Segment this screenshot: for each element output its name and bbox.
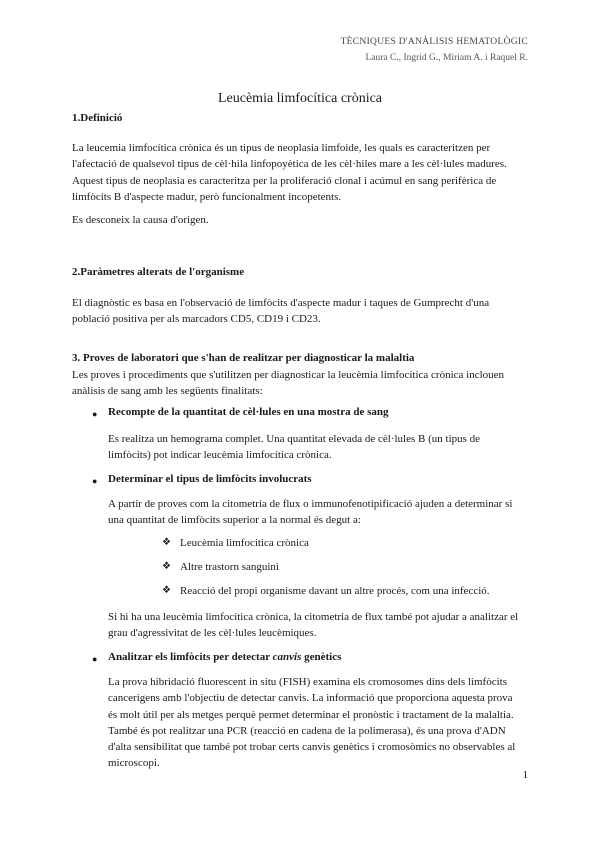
header-authors: Laura C., Ingrid G., Miriam A. i Raquel R.	[365, 53, 528, 63]
text-line: població positiva per als marcadors CD5, CD19 i CD23.	[72, 313, 321, 326]
bullet-2-title: Determinar el tipus de limfòcits involucrats	[108, 473, 312, 485]
section-1-paragraph	[72, 140, 532, 205]
sub-item: Leucèmia limfocítica crònica	[180, 537, 309, 549]
text-line: l'afectació de qualsevol tipus de cèl·hila linfopoyètica de les cèl·hiles mare a les cèl·lules madures.	[72, 158, 507, 171]
bullet-icon: ●	[92, 409, 98, 419]
section-3-intro	[72, 367, 532, 400]
bullet-2-text	[108, 496, 533, 529]
text-line: La prova hibridació fluorescent in situ (FISH) examina els cromosomes dins dels limfòcits	[108, 676, 507, 688]
text-line: limfòcits B d'aspecte madur, però funcionalment incopetents.	[72, 190, 342, 203]
page-number: 1	[522, 769, 528, 781]
text-line: Si hi ha una leucèmia limfocítica crònica, la citometria de flux també pot ajudar a analitzar el	[108, 611, 519, 623]
diamond-bullet-icon: ❖	[162, 537, 171, 548]
bullet-icon: ●	[92, 476, 98, 486]
header-course: TÈCNIQUES D'ANÀLISIS HEMATOLÒGIC	[340, 37, 528, 47]
bullet-1-title: Recompte de la quantitat de cèl·lules en una mostra de sang	[108, 406, 389, 418]
section-3-heading: 3. Proves de laboratori que s'han de realitzar per diagnosticar la malaltia	[72, 352, 415, 364]
text-line: A partir de proves com la citometria de flux o immunofenotipificació ajuden a determinar si	[108, 498, 513, 510]
bullet-3-text	[108, 674, 533, 772]
text-line: També és pot realitzar una PCR (reacció en cadena de la polimerasa), és una prova d'ADN	[108, 724, 506, 737]
bullet-3-title-suffix: genètics	[304, 651, 342, 663]
diamond-bullet-icon: ❖	[162, 585, 171, 596]
text-line: d'alta sensibilitat que també pot trobar certs canvis genètics i cromosòmics no observables al	[108, 741, 516, 754]
text-line: El diagnòstic es basa en l'observació de limfòcits d'aspecte madur i taques de Gumprecht d'una	[72, 297, 490, 309]
bullet-icon: ●	[92, 654, 98, 664]
sub-item: Reacció del propi organisme davant un altre procés, com una infecció.	[180, 585, 490, 597]
bullet-3-title	[108, 651, 341, 663]
diamond-bullet-icon: ❖	[162, 561, 171, 572]
text-line: microscopi.	[108, 757, 160, 770]
section-2-paragraph	[72, 295, 532, 328]
text-line: és molt útil per als metges perquè permet determinar el pronòstic i tractament de la malaltia.	[108, 708, 514, 721]
text-line: Les proves i procediments que s'utilitzen per diagnosticar la leucèmia limfocítica crònica inclouen	[72, 369, 505, 381]
text-line: una quantitat de limfòcits superior a la normal és degut a:	[108, 514, 361, 527]
sub-item: Altre trastorn sanguini	[180, 561, 279, 573]
bullet-2-after-text	[108, 609, 533, 642]
bullet-1-text	[108, 431, 533, 464]
text-line: limfòcits) pot indicar leucèmia limfocítica crònica.	[108, 449, 332, 462]
text-line: Aquest tipus de neoplasia es caracteritza per la proliferació clonal i acúmul en sang perifèrica de	[72, 174, 497, 187]
section-2-heading: 2.Paràmetres alterats de l'organisme	[72, 266, 245, 278]
text-line: grau d'agressivitat de les cèl·lules leucèmiques.	[108, 627, 317, 640]
section-1-note: Es desconeix la causa d'origen.	[72, 214, 209, 226]
document-title: Leucèmia limfocítica crònica	[217, 91, 383, 106]
text-line: La leucemia limfocítica crònica és un tipus de neoplasia limfoide, les quals es caracteritzen per	[72, 142, 491, 154]
text-line: cancerígens amb l'objectiu de detectar canvis. La informació que proporciona aquesta prova	[108, 692, 513, 705]
bullet-3-title-italic: canvis	[272, 651, 302, 663]
text-line: anàlisis de sang amb les següents finalitats:	[72, 385, 263, 398]
bullet-3-title-prefix: Analitzar els limfòcits per detectar	[108, 651, 270, 663]
section-1-heading: 1.Definició	[72, 112, 123, 124]
text-line: Es realitza un hemograma complet. Una quantitat elevada de cèl·lules B (un tipus de	[108, 433, 481, 445]
